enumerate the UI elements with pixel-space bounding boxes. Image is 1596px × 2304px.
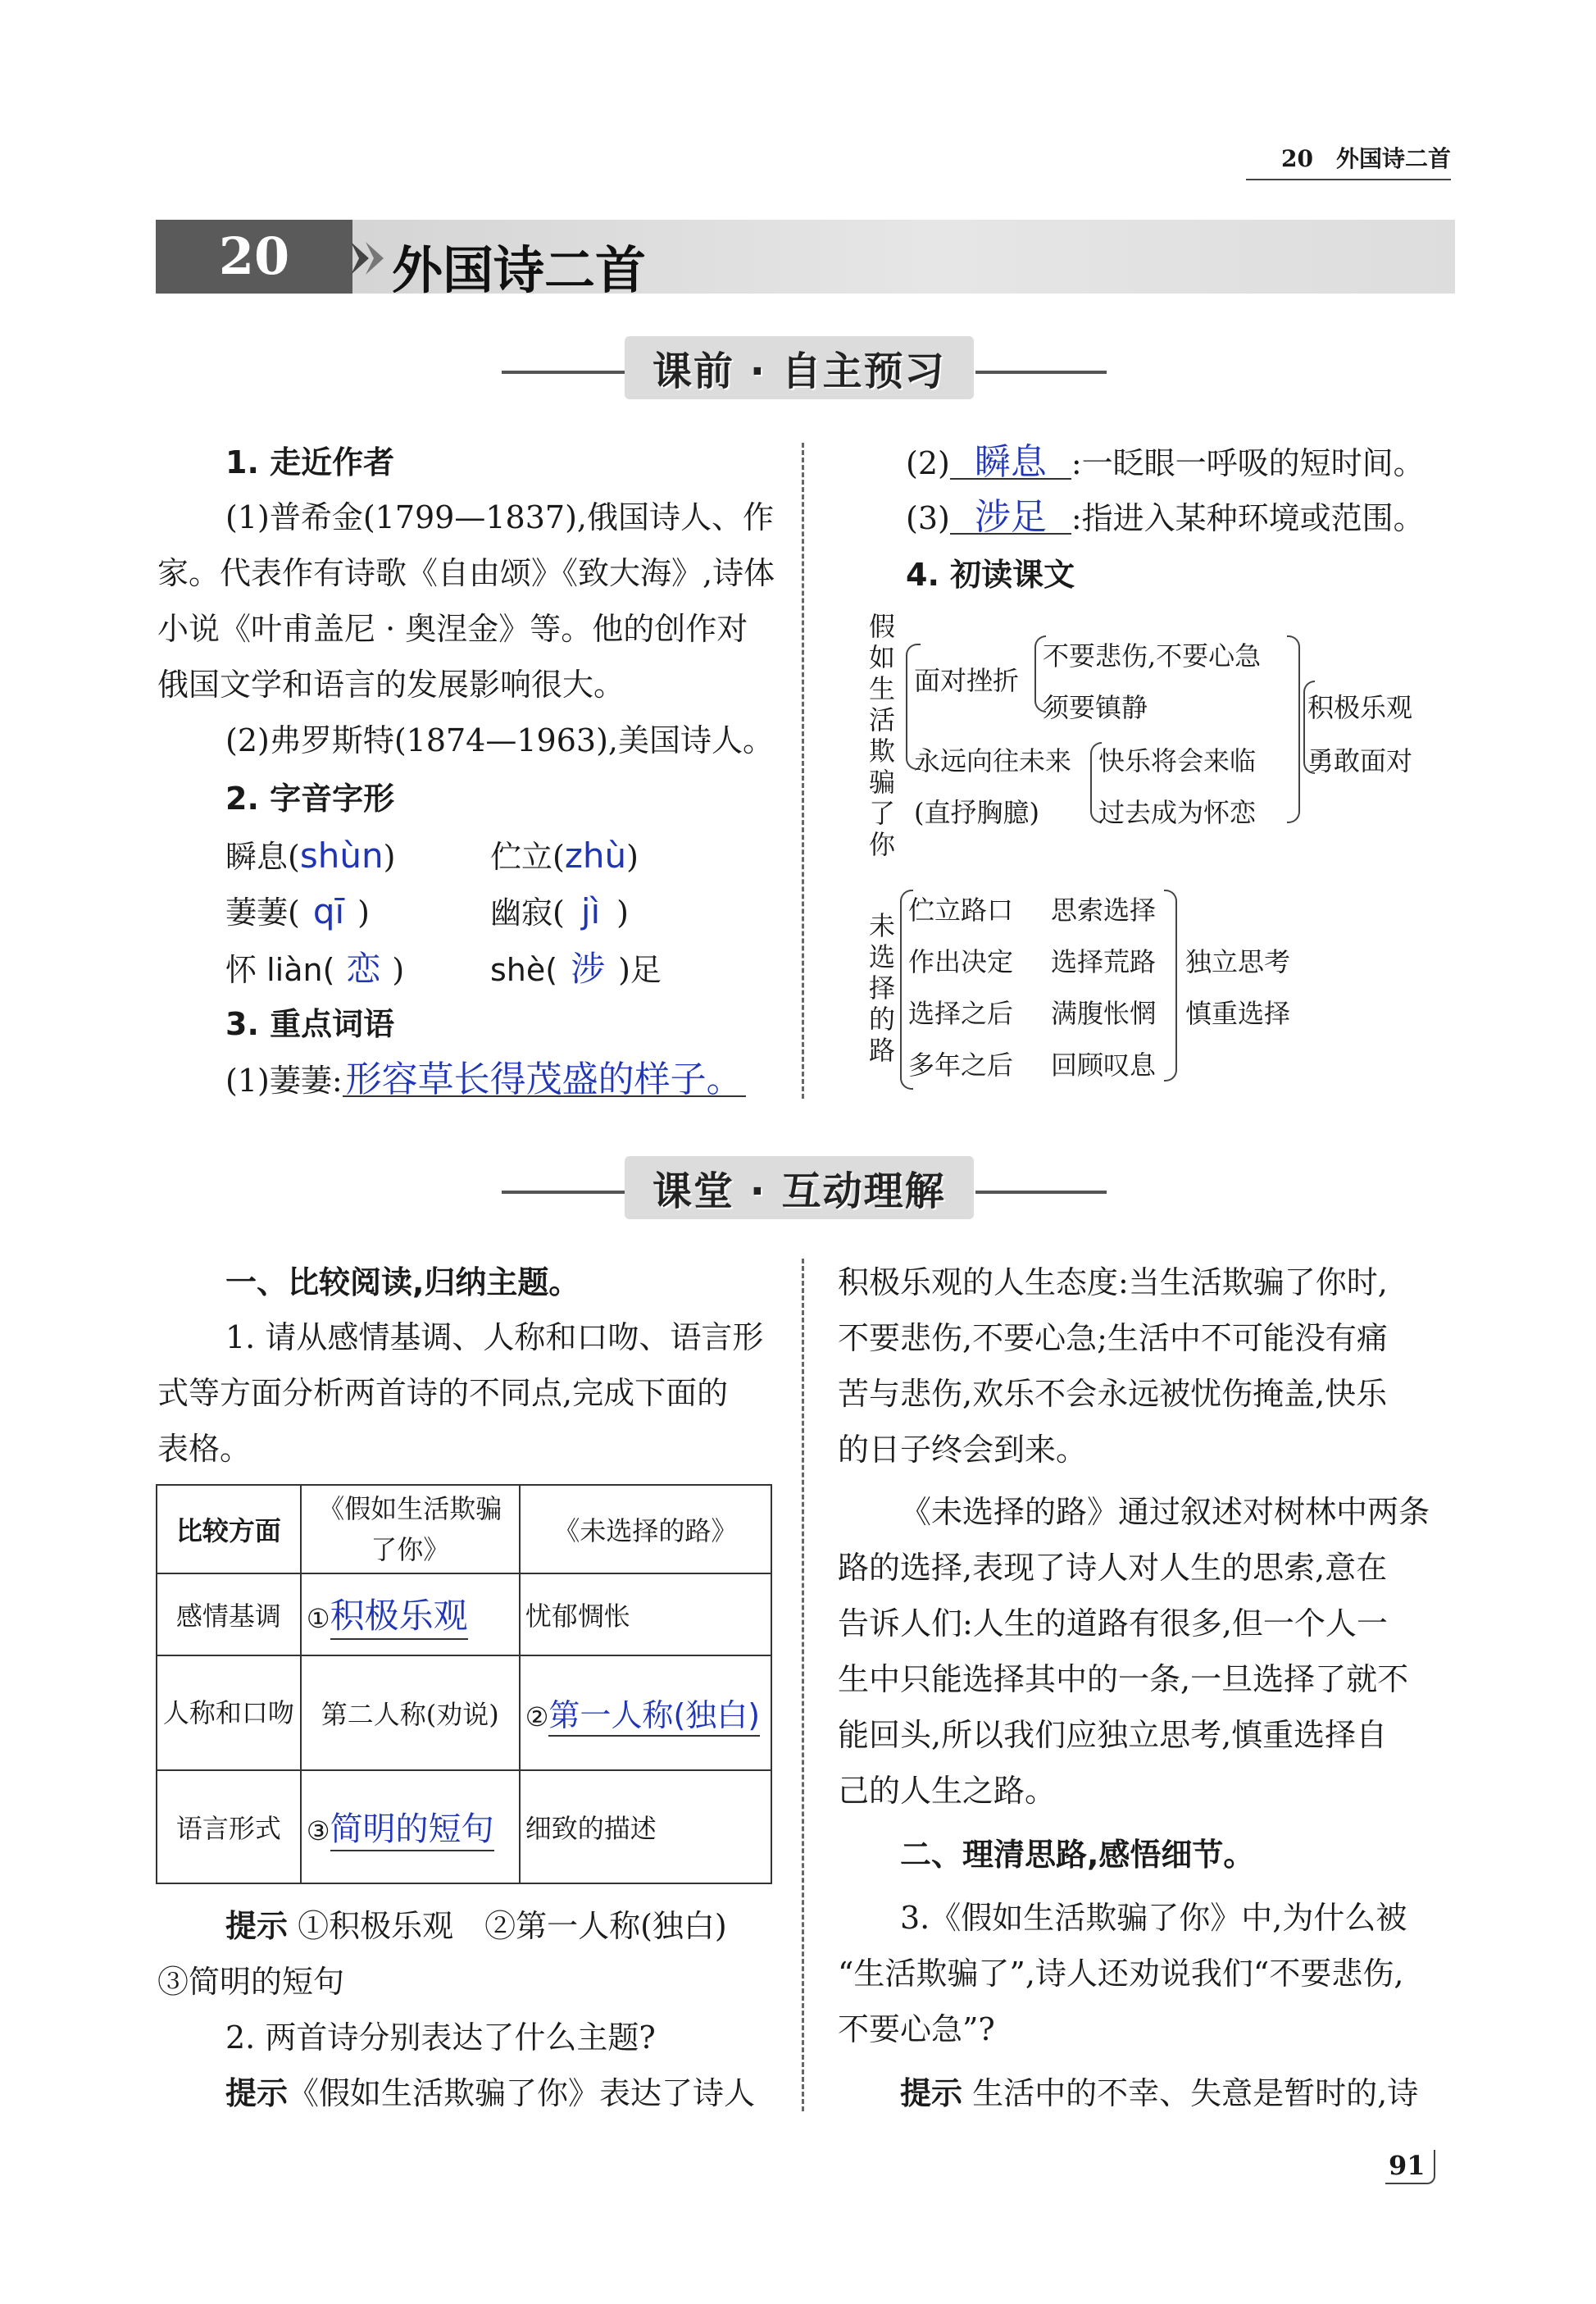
q1-line: 1. 请从感情基调、人称和口吻、语言形 xyxy=(225,1319,764,1355)
answer-line: 生中只能选择其中的一条,一旦选择了就不 xyxy=(838,1661,1409,1697)
poem1-item: 须要镇静 xyxy=(1043,692,1148,723)
bracket xyxy=(1287,635,1300,823)
q3-line: “生活欺骗了”,诗人还劝说我们“不要悲伤, xyxy=(838,1956,1404,1992)
q1-line: 表格。 xyxy=(157,1431,252,1467)
answer-line: 积极乐观的人生态度:当生活欺骗了你时, xyxy=(838,1264,1388,1300)
table-cell: ①积极乐观 xyxy=(301,1573,520,1655)
answer-line: 的日子终会到来。 xyxy=(838,1432,1088,1468)
section-rule-right xyxy=(975,1191,1107,1194)
poem2-row: 选择之后 满腹怅惘 xyxy=(908,998,1157,1029)
poem2-title-vertical: 未选择的路 xyxy=(869,910,896,1066)
pinyin-item: 萋萋( qī ) xyxy=(225,891,370,931)
poem1-future: 永远向往未来 xyxy=(914,745,1072,776)
author-line-3: 小说《叶甫盖尼 · 奥涅金》等。他的创作对 xyxy=(157,611,748,647)
column-divider xyxy=(802,1259,804,2111)
keyword-item-2: (2) 瞬息 :一眨眼一呼吸的短时间。 xyxy=(906,441,1425,483)
hint-line: ③简明的短句 xyxy=(157,1964,345,2000)
table-header: 《假如生活欺骗了你》 xyxy=(301,1485,520,1573)
table-row-label: 人称和口吻 xyxy=(157,1655,301,1770)
table-cell: 忧郁惆怅 xyxy=(520,1573,771,1655)
page-number: 91 xyxy=(1385,2150,1435,2184)
answer-line: 能回头,所以我们应独立思考,慎重选择自 xyxy=(838,1717,1388,1753)
poem1-summary: 勇敢面对 xyxy=(1307,745,1413,776)
section-rule-right xyxy=(975,371,1107,374)
q1-line: 式等方面分析两首诗的不同点,完成下面的 xyxy=(157,1375,729,1411)
poem1-item: 快乐将会来临 xyxy=(1098,745,1257,776)
lesson-title: 外国诗二首 xyxy=(392,240,647,300)
hint-line: 提示 生活中的不幸、失意是暂时的,诗 xyxy=(900,2075,1419,2111)
heading-compare: 一、比较阅读,归纳主题。 xyxy=(225,1264,580,1300)
author-line-4: 俄国文学和语言的发展影响很大。 xyxy=(157,667,625,703)
pinyin-item: 伫立(zhù) xyxy=(490,836,639,876)
poem1-item: 不要悲伤,不要心急 xyxy=(1043,640,1262,672)
poem1-face-setback: 面对挫折 xyxy=(914,665,1020,696)
heading-pronunciation: 2. 字音字形 xyxy=(225,781,395,817)
table-row-label: 感情基调 xyxy=(157,1573,301,1655)
keyword-item-3: (3) 涉足 :指进入某种环境或范围。 xyxy=(906,496,1425,538)
hint-line: 提示 ①积极乐观 ②第一人称(独白) xyxy=(225,1908,727,1944)
answer-line: 告诉人们:人生的道路有很多,但一个人一 xyxy=(838,1605,1388,1641)
heading-clarify: 二、理清思路,感悟细节。 xyxy=(900,1837,1255,1873)
poem2-row: 伫立路口 思索选择 xyxy=(908,895,1157,926)
pinyin-item: shè( 涉 )足 xyxy=(490,949,662,989)
answer-line: 己的人生之路。 xyxy=(838,1773,1057,1809)
q3-line: 3.《假如生活欺骗了你》中,为什么被 xyxy=(900,1900,1407,1936)
answer-line: 不要悲伤,不要心急;生活中不可能没有痛 xyxy=(838,1320,1388,1356)
bracket xyxy=(1164,890,1177,1081)
section-title-classroom: 课堂 · 互动理解 xyxy=(625,1156,974,1219)
pinyin-item: 怀 liàn( 恋 ) xyxy=(225,949,405,989)
heading-first-reading: 4. 初读课文 xyxy=(906,557,1075,593)
running-header: 20 外国诗二首 xyxy=(1246,141,1451,180)
heading-keywords: 3. 重点词语 xyxy=(225,1006,395,1042)
author-line-2: 家。代表作有诗歌《自由颂》《致大海》,诗体 xyxy=(157,555,775,591)
poem1-title-vertical: 假如生活欺骗了你 xyxy=(869,611,896,860)
q2-line: 2. 两首诗分别表达了什么主题? xyxy=(225,2019,656,2056)
arrow-ornament-icon xyxy=(344,234,393,283)
keyword-item-1: (1)萋萋:形容草长得茂盛的样子。 xyxy=(225,1064,746,1097)
pinyin-item: 瞬息(shùn) xyxy=(225,836,396,876)
poem1-item: 过去成为怀恋 xyxy=(1098,797,1257,828)
poem2-summary: 独立思考 xyxy=(1185,946,1291,977)
table-header: 比较方面 xyxy=(157,1485,301,1573)
table-cell: ②第一人称(独白) xyxy=(520,1655,771,1770)
comparison-table xyxy=(156,1484,772,1884)
poem2-summary: 慎重选择 xyxy=(1185,998,1291,1029)
author-line-1: (1)普希金(1799—1837),俄国诗人、作 xyxy=(225,499,774,535)
lesson-number: 20 xyxy=(156,220,352,294)
column-divider xyxy=(802,443,804,1099)
heading-author: 1. 走近作者 xyxy=(225,444,395,480)
poem1-direct: (直抒胸臆) xyxy=(914,797,1039,828)
answer-line: 苦与悲伤,欢乐不会永远被忧伤掩盖,快乐 xyxy=(838,1376,1388,1412)
poem1-summary: 积极乐观 xyxy=(1307,692,1413,723)
pinyin-item: 幽寂( jì ) xyxy=(490,891,629,931)
section-rule-left xyxy=(502,1191,625,1194)
author-line-5: (2)弗罗斯特(1874—1963),美国诗人。 xyxy=(225,722,774,758)
hint-line: 提示《假如生活欺骗了你》表达了诗人 xyxy=(225,2075,756,2111)
answer-line: 《未选择的路》通过叙述对树林中两条 xyxy=(900,1494,1430,1530)
q3-line: 不要心急”? xyxy=(838,2011,995,2047)
table-header: 《未选择的路》 xyxy=(520,1485,771,1573)
answer-line: 路的选择,表现了诗人对人生的思索,意在 xyxy=(838,1550,1388,1586)
table-cell: ③简明的短句 xyxy=(301,1770,520,1883)
section-rule-left xyxy=(502,371,625,374)
table-row-label: 语言形式 xyxy=(157,1770,301,1883)
table-cell: 第二人称(劝说) xyxy=(301,1655,520,1770)
poem2-row: 多年之后 回顾叹息 xyxy=(908,1050,1157,1081)
section-title-preview: 课前 · 自主预习 xyxy=(625,336,974,399)
table-cell: 细致的描述 xyxy=(520,1770,771,1883)
poem2-row: 作出决定 选择荒路 xyxy=(908,946,1157,977)
